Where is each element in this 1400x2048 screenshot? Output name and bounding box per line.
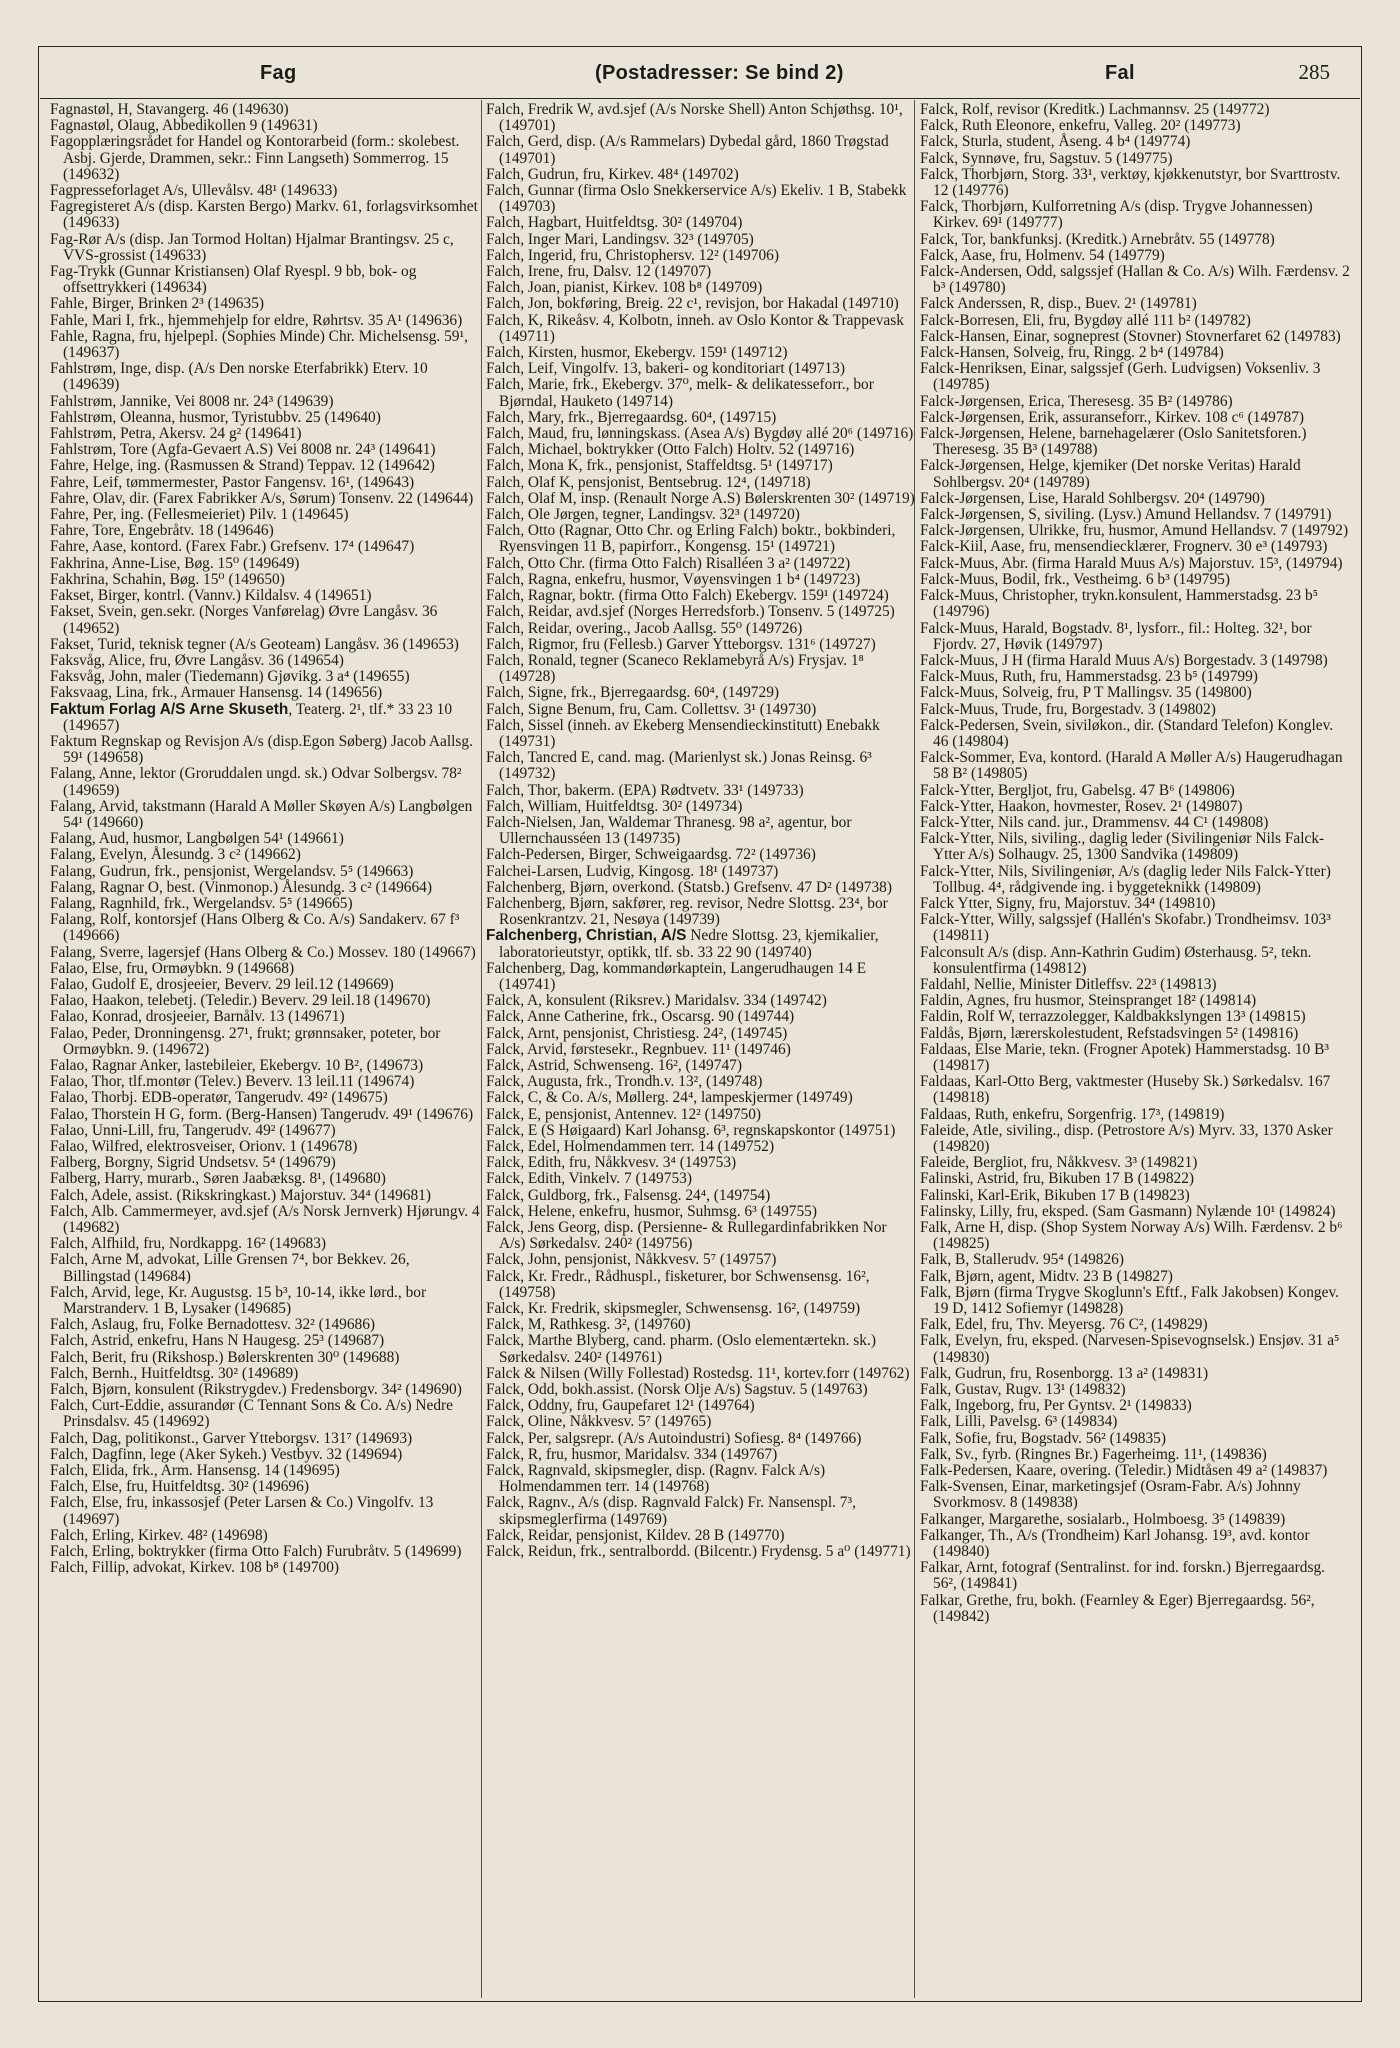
directory-entry: Falinski, Astrid, fru, Bikuben 17 B (149822) — [920, 1170, 1195, 1188]
directory-entry: Falk, Sv., fyrb. (Ringnes Br.) Fagerheimg. 11¹, (149836) — [920, 1445, 1267, 1463]
directory-entry: Falck-Jørgensen, S, siviling. (Lysv.) Amund Hellandsv. 7 (149791) — [920, 506, 1332, 524]
directory-entry: Falang, Sverre, lagersjef (Hans Olberg & Co.) Mossev. 180 (149667) — [50, 943, 476, 961]
directory-entry: Falck, Edel, Holmendammen terr. 14 (149752) — [486, 1138, 775, 1155]
directory-entry: Falao, Thorstein H G, form. (Berg-Hansen) Tangerudv. 49¹ (149676) — [50, 1105, 474, 1123]
directory-entry: Fahlstrøm, Tore (Agfa-Gevaert A.S) Vei 8008 nr. 24³ (149641) — [50, 441, 436, 459]
directory-entry: Falk, Gudrun, fru, Rosenborgg. 13 a² (149831) — [920, 1364, 1209, 1382]
directory-entry: Falao, Unni-Lill, fru, Tangerudv. 49² (149677) — [50, 1121, 336, 1139]
page-header — [40, 60, 1360, 94]
directory-entry: Falang, Rolf, kontorsjef (Hans Olberg & Co. A/s) Sandakerv. 67 f³ (149666) — [50, 911, 460, 945]
directory-entry: Fag-Rør A/s (disp. Jan Tormod Holtan) Hjalmar Brantingsv. 25 c, VVS-grossist (149633) — [50, 230, 454, 264]
directory-entry: Falck, Oline, Nåkkvesv. 5⁷ (149765) — [486, 1413, 712, 1431]
directory-entry: Fakset, Turid, teknisk tegner (A/s Geoteam) Langåsv. 36 (149653) — [50, 635, 459, 653]
directory-entry: Falck, Oddny, fru, Gaupefaret 12¹ (149764) — [486, 1397, 755, 1415]
directory-entry: Falch, Gerd, disp. (A/s Rammelars) Dybedal gård, 1860 Trøgstad (149701) — [486, 133, 889, 167]
directory-entry: Fagpresseforlaget A/s, Ullevålsv. 48¹ (149633) — [50, 182, 338, 200]
directory-entry: Falch, Ingerid, fru, Christophersv. 12² (149706) — [486, 246, 779, 264]
directory-entry: Falkanger, Margarethe, sosialarb., Holmboesg. 3⁵ (149839) — [920, 1510, 1286, 1528]
directory-entry: Falch, Berit, fru (Rikshosp.) Bølerskrenten 30⁰ (149688) — [50, 1348, 400, 1366]
directory-entry: Falao, Thor, tlf.montør (Telev.) Beverv. 13 leil.11 (149674) — [50, 1073, 415, 1091]
directory-entry: Falck-Muus, Ruth, fru, Hammerstadsg. 23 b⁵ (149799) — [920, 668, 1258, 686]
directory-entry: Falch, Curt-Eddie, assurandør (C Tennant Sons & Co. A/s) Nedre Prinsdalsv. 45 (149692) — [50, 1397, 454, 1431]
directory-entry: Falck, Augusta, frk., Trondh.v. 13², (149748) — [486, 1073, 763, 1091]
directory-entry: Falck, Thorbjørn, Storg. 33¹, verktøy, kjøkkenutstyr, bor Svarttrostv. 12 (149776) — [920, 165, 1341, 200]
directory-entry: Falch, Otto Chr. (firma Otto Falch) Risalléen 3 a² (149722) — [486, 554, 851, 572]
directory-entry: Fahlstrøm, Jannike, Vei 8008 nr. 24³ (149639) — [50, 392, 334, 410]
directory-entry: Falch, Irene, fru, Dalsv. 12 (149707) — [486, 263, 712, 281]
directory-entry: Faktum Regnskap og Revisjon A/s (disp.Egon Søberg) Jacob Aallsg. 59¹ (149658) — [50, 732, 473, 767]
directory-entry: Falck-Ytter, Willy, salgssjef (Hallén's Skofabr.) Trondheimsv. 103³ (149811) — [920, 911, 1331, 945]
directory-entry: Falch, Mona K, frk., pensjonist, Staffeldtsg. 5¹ (149717) — [486, 457, 833, 475]
directory-entry: Falch, Sissel (inneh. av Ekeberg Mensendieckinstitutt) Enebakk (149731) — [486, 716, 880, 750]
directory-entry: Falck-Andersen, Odd, salgssjef (Hallan & Co. A/s) Wilh. Færdensv. 2 b³ (149780) — [920, 263, 1350, 297]
directory-entry: Falch, Adele, assist. (Rikskringkast.) Majorstuv. 34⁴ (149681) — [50, 1186, 431, 1204]
directory-entry: Fagregisteret A/s (disp. Karsten Bergo) Markv. 61, forlagsvirksomhet (149633) — [50, 198, 478, 232]
directory-entry: Falck, C, & Co. A/s, Møllerg. 24⁴, lampeskjermer (149749) — [486, 1089, 853, 1107]
directory-entry: Falck, Helene, enkefru, husmor, Suhmsg. 6³ (149755) — [486, 1202, 817, 1220]
directory-entry: Falck-Muus, J H (firma Harald Muus A/s) Borgestadv. 3 (149798) — [920, 651, 1328, 669]
directory-entry: Falck-Muus, Harald, Bogstadv. 8¹, lysforr., fil.: Holteg. 32¹, bor Fjordv. 27, Høvik (149797) — [920, 619, 1312, 653]
directory-entry: Falao, Gudolf E, drosjeeier, Beverv. 29 leil.12 (149669) — [50, 975, 394, 993]
directory-entry: Falch, Signe Benum, fru, Cam. Collettsv. 3¹ (149730) — [486, 700, 817, 718]
directory-entry: Fahre, Per, ing. (Fellesmeieriet) Pilv. 1 (149645) — [50, 506, 349, 524]
directory-entry: Falck-Ytter, Haakon, hovmester, Rosev. 2¹ (149807) — [920, 797, 1243, 815]
directory-entry: Falang, Gudrun, frk., pensjonist, Wergelandsv. 5⁵ (149663) — [50, 862, 414, 880]
directory-entry: Falck, A, konsulent (Riksrev.) Maridalsv. 334 (149742) — [486, 992, 827, 1010]
directory-entry: Falch, Arvid, lege, Kr. Augustsg. 15 b³, 10-14, ikke lørd., bor Marstranderv. 1 B, Lysaker (149685) — [50, 1283, 427, 1318]
directory-entry: Faksvåg, John, maler (Tiedemann) Gjøvikg. 3 a⁴ (149655) — [50, 668, 410, 686]
directory-entry: Falck, Odd, bokh.assist. (Norsk Olje A/s) Sagstuv. 5 (149763) — [486, 1381, 868, 1399]
directory-entry: Fakset, Birger, kontrl. (Vannv.) Kildalsv. 4 (149651) — [50, 587, 372, 605]
directory-entry: Falch, Jon, bokføring, Breig. 22 c¹, revisjon, bor Hakadal (149710) — [486, 295, 899, 313]
directory-entry: Falch, Joan, pianist, Kirkev. 108 b⁸ (149709) — [486, 279, 763, 297]
directory-entry: Falch, Alb. Cammermeyer, avd.sjef (A/s Norsk Jernverk) Hjørungv. 4 (149682) — [50, 1202, 480, 1237]
directory-entry: Falck-Ytter, Nils, siviling., daglig leder (Sivilingeniør Nils Falck-Ytter A/s) Solhaugv. 25, 1300 Sandvika (149809) — [920, 830, 1325, 864]
directory-entry: Falck, Kr. Fredr., Rådhuspl., fisketurer, bor Schwensensg. 16², (149758) — [486, 1267, 870, 1301]
directory-entry: Falck & Nilsen (Willy Follestad) Rostedsg. 11¹, kortev.forr (149762) — [486, 1364, 910, 1382]
directory-entry: Falch, Ole Jørgen, tegner, Landingsv. 32³ (149720) — [486, 506, 800, 524]
directory-entry: Falck-Muus, Bodil, frk., Vestheimg. 6 b³ (149795) — [920, 570, 1230, 588]
column-divider-1 — [481, 100, 482, 1998]
directory-entry: Falch, Arne M, advokat, Lille Grensen 7⁴, bor Bekkev. 26, Billingstad (149684) — [50, 1251, 410, 1285]
directory-entry: Falck, Arnt, pensjonist, Christiesg. 24², (149745) — [486, 1024, 788, 1042]
directory-entry: Falck, Edith, fru, Nåkkvesv. 3⁴ (149753) — [486, 1154, 737, 1172]
directory-entry: Falk, Sofie, fru, Bogstadv. 56² (149835) — [920, 1429, 1166, 1447]
directory-entry: Falch, Astrid, enkefru, Hans N Haugesg. 25³ (149687) — [50, 1332, 385, 1350]
directory-entry: Falch, Inger Mari, Landingsv. 32³ (149705) — [486, 230, 754, 248]
directory-entry: Falch, Ragnar, boktr. (firma Otto Falch) Ekebergv. 159¹ (149724) — [486, 587, 889, 605]
directory-entry: Falck, E (S Høigaard) Karl Johansg. 6³, regnskapskontor (149751) — [486, 1121, 896, 1139]
directory-entry: Falch, Gudrun, fru, Kirkev. 48⁴ (149702) — [486, 165, 739, 183]
header-rule — [40, 98, 1360, 99]
directory-entry: Falck, Per, salgsrepr. (A/s Autoindustri) Sofiesg. 8⁴ (149766) — [486, 1429, 862, 1447]
directory-entry: Falch, Michael, boktrykker (Otto Falch) Holtv. 52 (149716) — [486, 441, 855, 459]
directory-entry: Faldin, Rolf W, terrazzolegger, Kaldbakkslyngen 13³ (149815) — [920, 1008, 1306, 1026]
directory-entry: Falch, Signe, frk., Bjerregaardsg. 60⁴, (149729) — [486, 684, 780, 702]
directory-entry: Faldaas, Karl-Otto Berg, vaktmester (Huseby Sk.) Sørkedalsv. 167 (149818) — [920, 1073, 1331, 1107]
directory-entry: Falck-Henriksen, Einar, salgssjef (Gerh. Ludvigsen) Voksenliv. 3 (149785) — [920, 360, 1321, 394]
directory-entry: Falck-Jørgensen, Ulrikke, fru, husmor, Amund Hellandsv. 7 (149792) — [920, 522, 1349, 540]
directory-entry: Falck-Hansen, Einar, sogneprest (Stovner) Stovnerfaret 62 (149783) — [920, 327, 1341, 345]
directory-entry: Falberg, Borgny, Sigrid Undsetsv. 5⁴ (149679) — [50, 1154, 336, 1172]
directory-entry: Falch, Erling, Kirkev. 48² (149698) — [50, 1526, 268, 1544]
directory-entry: Falkar, Grethe, fru, bokh. (Fearnley & Eger) Bjerregaardsg. 56², (149842) — [920, 1591, 1315, 1625]
directory-entry: Faldaas, Ruth, enkefru, Sorgenfrig. 17³, (149819) — [920, 1105, 1225, 1123]
directory-entry: Falberg, Harry, murarb., Søren Jaabæksg. 8¹, (149680) — [50, 1170, 386, 1188]
directory-entry: Falchei-Larsen, Ludvig, Kingosg. 18¹ (149737) — [486, 862, 779, 880]
directory-entry: Falck, Anne Catherine, frk., Oscarsg. 90 (149744) — [486, 1008, 795, 1026]
directory-entry: Fahlstrøm, Petra, Akersv. 24 g² (149641) — [50, 425, 302, 443]
directory-entry: Falch, Mary, frk., Bjerregaardsg. 60⁴, (149715) — [486, 408, 777, 426]
directory-entry: Falk, Edel, fru, Thv. Meyersg. 76 C², (149829) — [920, 1316, 1208, 1334]
directory-entry: Fahlstrøm, Inge, disp. (A/s Den norske Eterfabrikk) Eterv. 10 (149639) — [50, 360, 428, 394]
directory-entry: Faldin, Agnes, fru husmor, Steinspranget 18² (149814) — [920, 992, 1257, 1010]
directory-entry: Falao, Ragnar Anker, lastebileier, Ekebergv. 10 B², (149673) — [50, 1056, 424, 1074]
directory-entry: Falch, Elida, frk., Arm. Hansensg. 14 (149695) — [50, 1462, 340, 1480]
directory-entry: Fagopplæringsrådet for Handel og Kontorarbeid (form.: skolebest. Asbj. Gjerde, Drammen, sekr.: Finn Langseth) Sommerrog. 15 (149632) — [50, 133, 460, 183]
page-number: 285 — [1298, 60, 1330, 84]
directory-entry: Falck, Marthe Blyberg, cand. pharm. (Oslo elementærtekn. sk.) Sørkedalsv. 240² (149761) — [486, 1332, 876, 1366]
directory-entry: Falck, Ruth Eleonore, enkefru, Valleg. 20² (149773) — [920, 117, 1241, 135]
directory-entry: Falch, Else, fru, inkassosjef (Peter Larsen & Co.) Vingolfv. 13 (149697) — [50, 1494, 434, 1528]
directory-entry: Falck-Ytter, Nils cand. jur., Drammensv. 44 C¹ (149808) — [920, 813, 1269, 831]
directory-entry: Faleide, Bergliot, fru, Nåkkvesv. 3³ (149821) — [920, 1154, 1198, 1172]
directory-entry: Falchenberg, Bjørn, sakfører, reg. revisor, Nedre Slottsg. 23⁴, bor Rosenkrantzv. 21, Nesøya (149739) — [486, 894, 888, 929]
directory-entry: Falck-Ytter, Bergljot, fru, Gabelsg. 47 B⁶ (149806) — [920, 781, 1235, 799]
directory-entry: Falck, Reidar, pensjonist, Kildev. 28 B (149770) — [486, 1526, 785, 1544]
directory-entry: Falch, Kirsten, husmor, Ekebergv. 159¹ (149712) — [486, 344, 788, 362]
directory-entry: Falk, Gustav, Rugv. 13¹ (149832) — [920, 1381, 1126, 1399]
directory-entry: Faldahl, Nellie, Minister Ditleffsv. 22³ (149813) — [920, 975, 1217, 993]
directory-entry: Falao, Konrad, drosjeeier, Barnålv. 13 (149671) — [50, 1008, 345, 1026]
directory-entry: Faksvåg, Alice, fru, Øvre Langåsv. 36 (149654) — [50, 651, 344, 669]
directory-entry: Faktum Forlag A/S Arne Skuseth, Teaterg. 2¹, tlf.* 33 23 10 (149657) — [50, 700, 453, 734]
directory-entry: Falck-Jørgensen, Helge, kjemiker (Det norske Veritas) Harald Sohlbergsv. 20⁴ (149789) — [920, 457, 1301, 491]
directory-entry: Falch, Reidar, overing., Jacob Aallsg. 55⁰ (149726) — [486, 619, 803, 637]
directory-entry: Falck, Reidun, frk., sentralbordd. (Bilcentr.) Frydensg. 5 a⁰ (149771) — [486, 1543, 911, 1561]
directory-entry: Falck, M, Rathkesg. 3², (149760) — [486, 1316, 691, 1334]
directory-entry: Falck, R, fru, husmor, Maridalsv. 334 (149767) — [486, 1445, 778, 1463]
directory-entry: Falck-Muus, Christopher, trykn.konsulent, Hammerstadsg. 23 b⁵ (149796) — [920, 587, 1319, 621]
directory-entry: Fagnastøl, H, Stavangerg. 46 (149630) — [50, 101, 289, 118]
directory-entry: Falck, John, pensjonist, Nåkkvesv. 5⁷ (149757) — [486, 1251, 777, 1269]
directory-entry: Falk, Bjørn, agent, Midtv. 23 B (149827) — [920, 1267, 1173, 1285]
directory-entry: Falch, Olaf K, pensjonist, Bentsebrug. 12⁴, (149718) — [486, 473, 811, 491]
directory-entry: Falinski, Karl-Erik, Bikuben 17 B (149823) — [920, 1186, 1190, 1204]
directory-entry: Falch, Erling, boktrykker (firma Otto Falch) Furubråtv. 5 (149699) — [50, 1543, 462, 1561]
directory-entry: Falck Ytter, Signy, fru, Majorstuv. 34⁴ (149810) — [920, 894, 1216, 912]
directory-entry: Falck-Hansen, Solveig, fru, Ringg. 2 b⁴ (149784) — [920, 344, 1224, 362]
directory-entry: Falao, Thorbj. EDB-operatør, Tangerudv. 49² (149675) — [50, 1089, 388, 1107]
directory-entry: Falinsky, Lilly, fru, eksped. (Sam Gasmann) Nylænde 10¹ (149824) — [920, 1202, 1336, 1220]
header-right-keyword: Fal — [1105, 62, 1135, 84]
directory-entry: Fahle, Birger, Brinken 2³ (149635) — [50, 295, 265, 313]
directory-entry: Faksvaag, Lina, frk., Armauer Hansensg. 14 (149656) — [50, 684, 383, 702]
directory-entry: Falck, Sturla, student, Åseng. 4 b⁴ (149774) — [920, 133, 1191, 151]
directory-entry: Falk, Arne H, disp. (Shop System Norway A/s) Wilh. Færdensv. 2 b⁶ (149825) — [920, 1219, 1343, 1253]
directory-entry: Fahle, Ragna, fru, hjelpepl. (Sophies Minde) Chr. Michelsensg. 59¹, (149637) — [50, 327, 468, 362]
directory-entry: Falang, Arvid, takstmann (Harald A Møller Skøyen A/s) Langbølgen 54¹ (149660) — [50, 797, 473, 831]
directory-entry: Falck, Thorbjørn, Kulforretning A/s (disp. Trygve Johannessen) Kirkev. 69¹ (149777) — [920, 198, 1313, 232]
directory-entry: Falang, Aud, husmor, Langbølgen 54¹ (149661) — [50, 830, 344, 848]
directory-entry: Falck-Jørgensen, Helene, barnehagelærer (Oslo Sanitetsforen.) Theresesg. 35 B³ (149788) — [920, 425, 1307, 459]
directory-entry: Fahle, Mari I, frk., hjemmehjelp for eldre, Røhrtsv. 35 A¹ (149636) — [50, 311, 463, 329]
directory-entry: Falao, Peder, Dronningensg. 27¹, frukt; grønnsaker, poteter, bor Ormøybkn. 9. (149672) — [50, 1024, 441, 1058]
directory-entry: Falck-Muus, Abr. (firma Harald Muus A/s) Majorstuv. 15³, (149794) — [920, 554, 1343, 572]
directory-entry: Fahre, Helge, ing. (Rasmussen & Strand) Teppav. 12 (149642) — [50, 457, 435, 475]
directory-entry: Falconsult A/s (disp. Ann-Kathrin Gudim) Østerhausg. 5², tekn. konsulentfirma (149812) — [920, 943, 1312, 977]
directory-entry: Falch, William, Huitfeldtsg. 30² (149734) — [486, 797, 743, 815]
directory-entry: Fag-Trykk (Gunnar Kristiansen) Olaf Ryespl. 9 bb, bok- og offsettrykkeri (149634) — [50, 263, 417, 297]
directory-entry: Falao, Wilfred, elektrosveiser, Orionv. 1 (149678) — [50, 1138, 358, 1155]
directory-entry: Falkar, Arnt, fotograf (Sentralinst. for ind. forskn.) Bjerregaardsg. 56², (149841) — [920, 1559, 1325, 1593]
directory-entry: Falck, E, pensjonist, Antennev. 12² (149750) — [486, 1105, 762, 1123]
directory-entry: Falck, Guldborg, frk., Falsensg. 24⁴, (149754) — [486, 1186, 771, 1204]
directory-entry: Fagnastøl, Olaug, Abbedikollen 9 (149631) — [50, 117, 318, 135]
directory-entry: Falang, Ragnar O, best. (Vinmonop.) Ålesundg. 3 c² (149664) — [50, 878, 432, 896]
directory-entry: Falck, Kr. Fredrik, skipsmegler, Schwensensg. 16², (149759) — [486, 1300, 861, 1318]
directory-entry: Falch, Alfhild, fru, Nordkappg. 16² (149683) — [50, 1235, 327, 1253]
directory-entry: Fahre, Aase, kontord. (Farex Fabr.) Grefsenv. 17⁴ (149647) — [50, 538, 415, 556]
directory-entry: Falch, Olaf M, insp. (Renault Norge A.S) Bølerskrenten 30² (149719) — [486, 489, 915, 507]
directory-entry: Falck-Ytter, Nils, Sivilingeniør, A/s (daglig leder Nils Falck-Ytter) Tollbug. 4⁴, rådgivende ing. i byggeteknikk (149809) — [920, 862, 1331, 896]
directory-entry: Falao, Haakon, telebetj. (Teledir.) Beverv. 29 leil.18 (149670) — [50, 992, 431, 1010]
directory-entry: Falch, Fillip, advokat, Kirkev. 108 b⁸ (149700) — [50, 1559, 340, 1577]
directory-entry: Falch-Nielsen, Jan, Waldemar Thranesg. 98 a², agentur, bor Ullernchausséen 13 (149735) — [486, 813, 852, 848]
directory-entry: Falch, Thor, bakerm. (EPA) Rødtvetv. 33¹ (149733) — [486, 781, 804, 799]
directory-entry: Falchenberg, Christian, A/S Nedre Slottsg. 23, kjemikalier, laboratorieutstyr, optikk, tlf. sb. 33 22 90 (149740) — [486, 927, 879, 961]
directory-entry: Falang, Evelyn, Ålesundg. 3 c² (149662) — [50, 846, 301, 864]
directory-column-2 — [486, 102, 916, 1560]
directory-entry: Falch, Leif, Vingolfv. 13, bakeri- og konditoriart (149713) — [486, 360, 845, 378]
directory-entry: Fakhrina, Anne-Lise, Bøg. 15⁰ (149649) — [50, 554, 300, 572]
directory-entry: Falck, Ragnv., A/s (disp. Ragnvald Falck) Fr. Nansenspl. 7³, skipsmeglerfirma (149769) — [486, 1494, 856, 1528]
directory-entry: Falch, Ragna, enkefru, husmor, Vøyensvingen 1 b⁴ (149723) — [486, 570, 861, 588]
directory-entry: Falch, Reidar, avd.sjef (Norges Herredsforb.) Tonsenv. 5 (149725) — [486, 603, 895, 621]
directory-entry: Falck-Jørgensen, Erica, Theresesg. 35 B² (149786) — [920, 392, 1233, 410]
header-left-keyword: Fag — [260, 62, 297, 84]
directory-entry: Falch, K, Rikeåsv. 4, Kolbotn, inneh. av Oslo Kontor & Trappevask (149711) — [486, 311, 904, 345]
directory-entry: Falck-Kiil, Aase, fru, mensendiecklærer, Frognerv. 30 e³ (149793) — [920, 538, 1328, 556]
directory-column-1 — [50, 102, 480, 1576]
directory-entry: Falck-Pedersen, Svein, siviløkon., dir. (Standard Telefon) Konglev. 46 (149804) — [920, 716, 1334, 750]
directory-entry: Falch, Maud, fru, lønningskass. (Asea A/s) Bygdøy allé 20⁶ (149716) — [486, 425, 914, 443]
directory-entry: Falch, Hagbart, Huitfeldtsg. 30² (149704) — [486, 214, 743, 232]
directory-entry: Falch, Otto (Ragnar, Otto Chr. og Erling Falch) boktr., bokbinderi, Ryensvingen 11 B, papirforr., Kongensg. 15¹ (149721) — [486, 522, 896, 556]
directory-entry: Falk, Lilli, Pavelsg. 6³ (149834) — [920, 1413, 1118, 1431]
directory-entry: Fahre, Tore, Engebråtv. 18 (149646) — [50, 522, 274, 540]
directory-entry: Falchenberg, Dag, kommandørkaptein, Langerudhaugen 14 E (149741) — [486, 959, 867, 993]
directory-entry: Falck-Borresen, Eli, fru, Bygdøy allé 111 b² (149782) — [920, 311, 1251, 329]
directory-entry: Falck, Synnøve, fru, Sagstuv. 5 (149775) — [920, 149, 1173, 167]
directory-entry: Falck-Muus, Solveig, fru, P T Mallingsv. 35 (149800) — [920, 684, 1252, 702]
directory-entry: Falch, Else, fru, Huitfeldtsg. 30² (149696) — [50, 1478, 309, 1496]
directory-entry: Falch, Dag, politikonst., Garver Ytteborgsv. 131⁷ (149693) — [50, 1429, 413, 1447]
directory-entry: Falck-Jørgensen, Lise, Harald Sohlbergsv. 20⁴ (149790) — [920, 489, 1265, 507]
directory-entry: Falck, Tor, bankfunksj. (Kreditk.) Arnebråtv. 55 (149778) — [920, 230, 1275, 248]
directory-entry: Fahlstrøm, Oleanna, husmor, Tyristubbv. 25 (149640) — [50, 408, 381, 426]
directory-entry: Falch, Ronald, tegner (Scaneco Reklamebyrå A/s) Frysjav. 1⁸ (149728) — [486, 651, 864, 686]
directory-entry: Falck, Jens Georg, disp. (Persienne- & Rullegardinfabrikken Nor A/s) Sørkedalsv. 240² (149756) — [486, 1219, 887, 1253]
directory-entry: Falck, Aase, fru, Holmenv. 54 (149779) — [920, 246, 1165, 264]
directory-column-3 — [920, 102, 1350, 1625]
directory-entry: Falch, Tancred E, cand. mag. (Marienlyst sk.) Jonas Reinsg. 6³ (149732) — [486, 749, 872, 783]
directory-entry: Falch, Rigmor, fru (Fellesb.) Garver Ytteborgsv. 131⁶ (149727) — [486, 635, 876, 653]
directory-entry: Falck-Sommer, Eva, kontord. (Harald A Møller A/s) Haugerudhagan 58 B² (149805) — [920, 749, 1343, 783]
directory-entry: Falch, Bernh., Huitfeldtsg. 30² (149689) — [50, 1364, 299, 1382]
directory-entry: Falkanger, Th., A/s (Trondheim) Karl Johansg. 19³, avd. kontor (149840) — [920, 1526, 1310, 1561]
header-center-note: (Postadresser: Se bind 2) — [595, 62, 844, 84]
directory-entry: Falk, Bjørn (firma Trygve Skoglunn's Eftf., Falk Jakobsen) Kongev. 19 D, 1412 Sofiemyr (149828) — [920, 1283, 1340, 1318]
directory-entry: Falck Anderssen, R, disp., Buev. 2¹ (149781) — [920, 295, 1197, 313]
directory-entry: Fahre, Leif, tømmermester, Pastor Fangensv. 16¹, (149643) — [50, 473, 415, 491]
directory-entry: Falch, Bjørn, konsulent (Rikstrygdev.) Fredensborgv. 34² (149690) — [50, 1381, 462, 1399]
directory-entry: Faldås, Bjørn, lærerskolestudent, Refstadsvingen 5² (149816) — [920, 1024, 1299, 1042]
directory-entry: Falchenberg, Bjørn, overkond. (Statsb.) Grefsenv. 47 D² (149738) — [486, 878, 892, 896]
directory-entry: Falk-Pedersen, Kaare, overing. (Teledir.) Midtåsen 49 a² (149837) — [920, 1462, 1328, 1480]
directory-entry: Falang, Anne, lektor (Groruddalen ungd. sk.) Odvar Solbergsv. 78² (149659) — [50, 765, 462, 799]
directory-entry: Falk, B, Stallerudv. 95⁴ (149826) — [920, 1251, 1125, 1269]
directory-entry: Falch, Marie, frk., Ekebergv. 37⁰, melk- & delikatesseforr., bor Bjørndal, Hauketo (149714) — [486, 376, 874, 410]
directory-entry: Falch, Dagfinn, lege (Aker Sykeh.) Vestbyv. 32 (149694) — [50, 1445, 403, 1463]
directory-entry: Falck-Jørgensen, Erik, assuranseforr., Kirkev. 108 c⁶ (149787) — [920, 408, 1305, 426]
directory-entry: Falck, Rolf, revisor (Kreditk.) Lachmannsv. 25 (149772) — [920, 101, 1270, 118]
directory-entry: Fahre, Olav, dir. (Farex Fabrikker A/s, Sørum) Tonsenv. 22 (149644) — [50, 489, 474, 507]
directory-entry: Falang, Ragnhild, frk., Wergelandsv. 5⁵ (149665) — [50, 894, 353, 912]
directory-entry: Fakset, Svein, gen.sekr. (Norges Vanførelag) Øvre Langåsv. 36 (149652) — [50, 603, 438, 637]
directory-entry: Falck, Edith, Vinkelv. 7 (149753) — [486, 1170, 692, 1188]
directory-entry: Falck, Arvid, førstesekr., Regnbuev. 11¹ (149746) — [486, 1040, 791, 1058]
directory-entry: Falck, Astrid, Schwenseng. 16², (149747) — [486, 1056, 742, 1074]
directory-entry: Falck, Ragnvald, skipsmegler, disp. (Ragnv. Falck A/s) Holmendammen terr. 14 (149768) — [486, 1462, 826, 1496]
directory-entry: Falch, Gunnar (firma Oslo Snekkerservice A/s) Ekeliv. 1 B, Stabekk (149703) — [486, 182, 907, 216]
directory-entry: Falch, Aslaug, fru, Folke Bernadottesv. 32² (149686) — [50, 1316, 376, 1334]
directory-entry: Falk, Ingeborg, fru, Per Gyntsv. 2¹ (149833) — [920, 1397, 1192, 1415]
directory-entry: Faleide, Atle, siviling., disp. (Petrostore A/s) Myrv. 33, 1370 Asker (149820) — [920, 1121, 1333, 1155]
directory-entry: Faldaas, Else Marie, tekn. (Frogner Apotek) Hammerstadsg. 10 B³ (149817) — [920, 1040, 1329, 1074]
directory-entry: Falk, Evelyn, fru, eksped. (Narvesen-Spisevognselsk.) Ensjøv. 31 a⁵ (149830) — [920, 1332, 1340, 1366]
directory-entry: Falck-Muus, Trude, fru, Borgestadv. 3 (149802) — [920, 700, 1216, 718]
directory-entry: Fakhrina, Schahin, Bøg. 15⁰ (149650) — [50, 570, 285, 588]
directory-entry: Falch, Fredrik W, avd.sjef (A/s Norske Shell) Anton Schjøthsg. 10¹, (149701) — [486, 101, 903, 135]
directory-entry: Falao, Else, fru, Ormøybkn. 9 (149668) — [50, 959, 295, 977]
directory-entry: Falk-Svensen, Einar, marketingsjef (Osram-Fabr. A/s) Johnny Svorkmosv. 8 (149838) — [920, 1478, 1301, 1512]
directory-entry: Falch-Pedersen, Birger, Schweigaardsg. 72² (149736) — [486, 846, 816, 864]
